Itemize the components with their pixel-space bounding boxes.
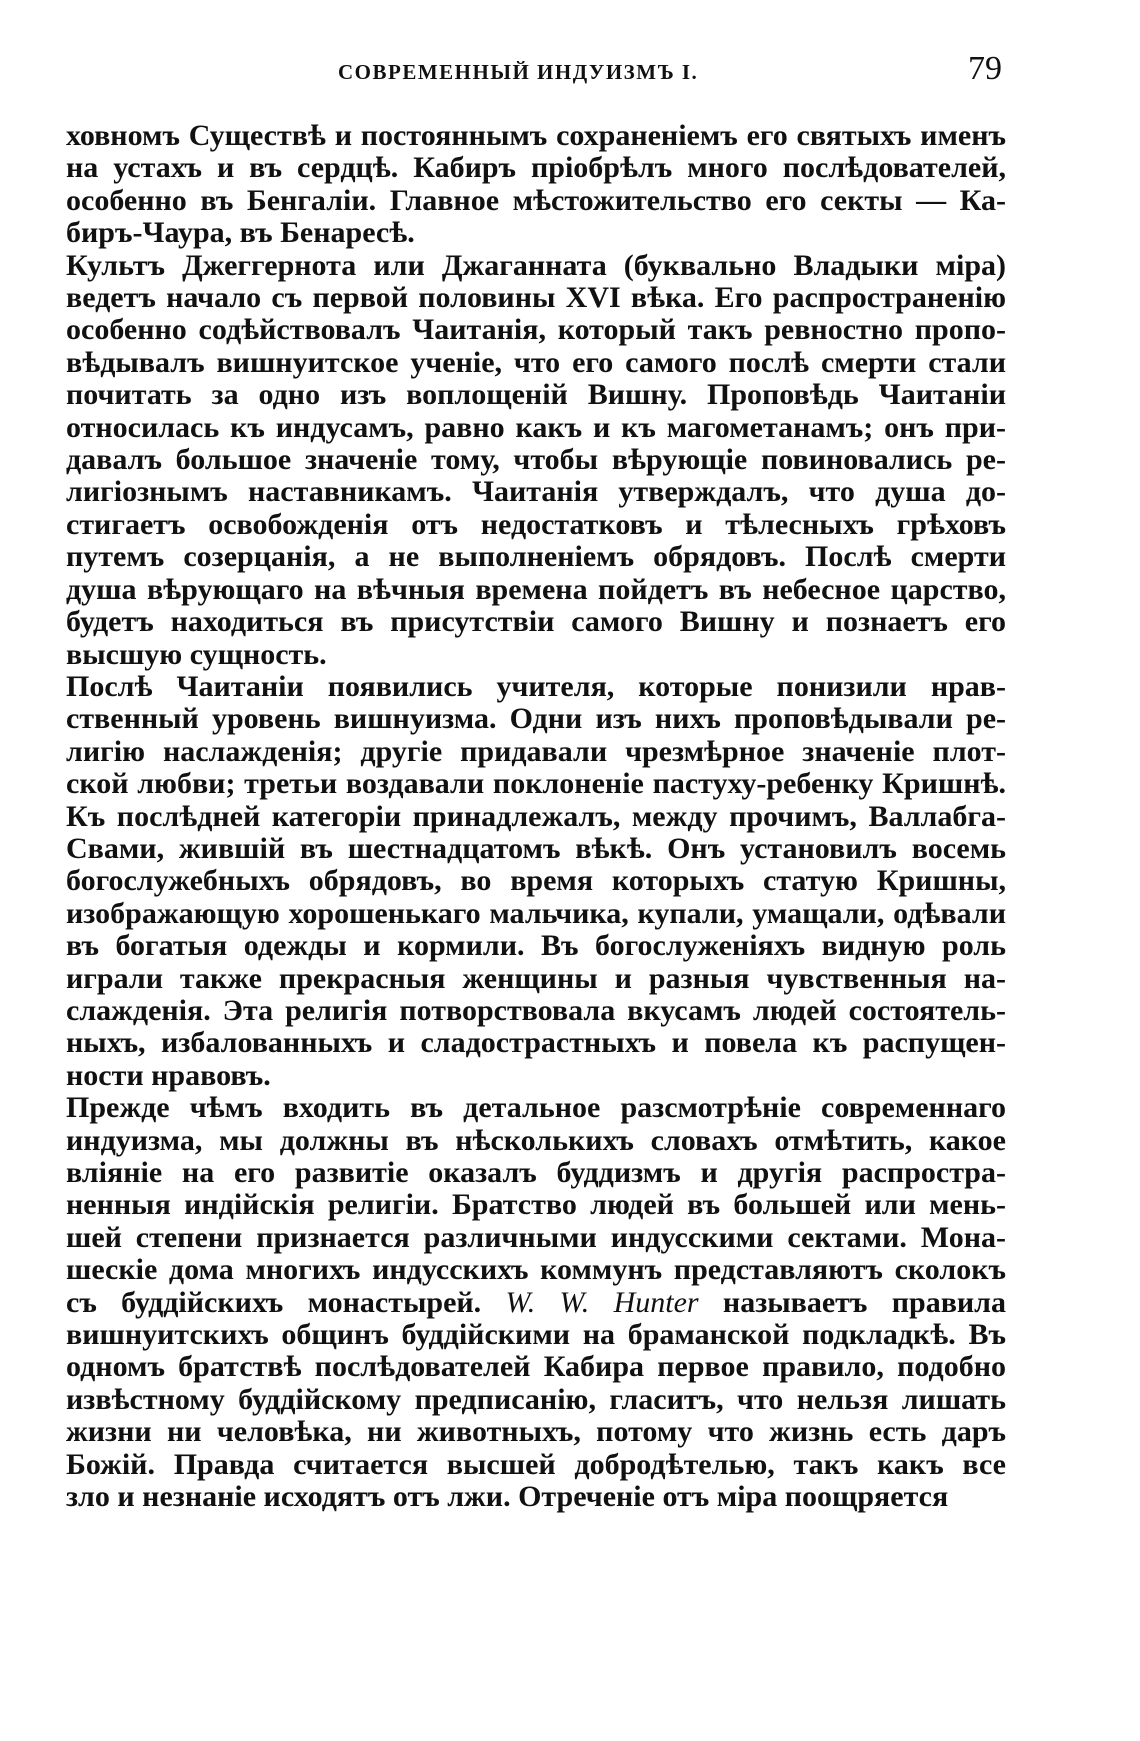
text-line: почитать за одно изъ воплощеній Вишну. Проповѣдь Чаитаніи	[66, 378, 1006, 412]
text-line: особенно въ Бенгаліи. Главное мѣстожительство его секты — Ка-	[66, 183, 1006, 217]
paragraph-container	[66, 120, 1006, 1513]
text-line: индуизма, мы должны въ нѣсколькихъ словахъ отмѣтить, какое	[66, 1123, 1006, 1157]
text-line: слажденія. Эта религія потворствовала вкусамъ людей состоятель-	[66, 993, 1006, 1027]
text-line: Послѣ Чаитаніи появились учителя, которые понизили нрав-	[66, 669, 1006, 703]
text-line: зло и незнаніе исходятъ отъ лжи. Отреченіе отъ міра поощряется	[66, 1480, 949, 1514]
text-line: относилась къ индусамъ, равно какъ и къ магометанамъ; онъ при-	[66, 410, 1006, 444]
text-line: высшую сущность.	[66, 637, 327, 671]
text-line: шескіе дома многихъ индусскихъ коммунъ представляютъ сколокъ	[66, 1253, 1006, 1287]
text-line: лигіознымъ наставникамъ. Чаитанія утверждалъ, что душа до-	[66, 475, 1006, 509]
text-line: жизни ни человѣка, ни животныхъ, потому что жизнь есть даръ	[66, 1415, 1006, 1449]
text-line: ныхъ, избалованныхъ и сладострастныхъ и повела къ распущен-	[66, 1026, 1006, 1060]
text-line: ховномъ Существѣ и постояннымъ сохраненіемъ его святыхъ именъ	[66, 119, 1006, 152]
paragraph	[66, 250, 1006, 671]
text-line: шей степени признается различными индусскими сектами. Мона-	[66, 1220, 1006, 1254]
text-line: вѣдывалъ вишнуитское ученіе, что его самого послѣ смерти стали	[66, 345, 1006, 379]
text-line: Прежде чѣмъ входить въ детальное разсмотрѣніе современнаго	[66, 1091, 1006, 1125]
text-line: ской любви; третьи воздавали поклоненіе пастуху-ребенку Кришнѣ.	[66, 767, 1006, 801]
body-text	[66, 120, 1006, 1513]
text-line: играли также прекрасныя женщины и разныя чувственныя на-	[66, 961, 1006, 995]
text-line: ненныя индійскія религіи. Братство людей въ большей или мень-	[66, 1188, 1006, 1222]
text-line: стигаетъ освобожденія отъ недостатковъ и тѣлесныхъ грѣховъ	[66, 507, 1006, 541]
text-line: душа вѣрующаго на вѣчныя времена пойдетъ въ небесное царство,	[66, 572, 1006, 606]
running-title: СОВРЕМЕННЫЙ ИНДУИЗМЪ I.	[338, 60, 699, 84]
text-line: давалъ большое значеніе тому, чтобы вѣрующіе повиновались ре-	[66, 443, 1006, 477]
paragraph	[66, 120, 1006, 250]
text-line: Къ послѣдней категоріи принадлежалъ, между прочимъ, Валлабга-	[66, 799, 1006, 833]
text-line: ности нравовъ.	[66, 1058, 271, 1092]
text-line: особенно содѣйствовалъ Чаитанія, который такъ ревностно пропо-	[66, 313, 1006, 347]
text-line: извѣстному буддійскому предписанію, гласитъ, что нельзя лишать	[66, 1382, 1006, 1416]
page-number: 79	[968, 50, 1002, 87]
paragraph	[66, 671, 1006, 1092]
text-line: ственный уровень вишнуизма. Одни изъ нихъ проповѣдывали ре-	[66, 702, 1006, 736]
text-line: лигію наслажденія; другіе придавали чрезмѣрное значеніе плот-	[66, 734, 1006, 768]
text-line: въ богатыя одежды и кормили. Въ богослуженіяхъ видную роль	[66, 929, 1006, 963]
text-line: богослужебныхъ обрядовъ, во время которыхъ статую Кришны,	[66, 864, 1006, 898]
author-name: W. W. Hunter	[505, 1285, 699, 1319]
text-line: биръ-Чаура, въ Бенаресѣ.	[66, 216, 415, 250]
text-line: путемъ созерцанія, а не выполненіемъ обрядовъ. Послѣ смерти	[66, 540, 1006, 574]
text-line: будетъ находиться въ присутствіи самого Вишну и познаетъ его	[66, 605, 1006, 639]
text-line: Божій. Правда считается высшей добродѣтелью, такъ какъ все	[66, 1447, 1006, 1481]
paragraph	[66, 1092, 1006, 1513]
text-line: одномъ братствѣ послѣдователей Кабира первое правило, подобно	[66, 1350, 1006, 1384]
text-line: изображающую хорошенькаго мальчика, купали, умащали, одѣвали	[66, 896, 1006, 930]
text-line: съ буддійскихъ монастырей. W. W. Hunter называетъ правила	[66, 1285, 1007, 1319]
text-line: на устахъ и въ сердцѣ. Кабиръ пріобрѣлъ много послѣдователей,	[66, 151, 1006, 185]
text-line: Свами, жившій въ шестнадцатомъ вѣкѣ. Онъ установилъ восемь	[66, 831, 1006, 865]
text-line: вліяніе на его развитіе оказалъ буддизмъ и другія распростра-	[66, 1156, 1006, 1189]
text-line: вишнуитскихъ общинъ буддійскими на браманской подкладкѣ. Въ	[66, 1318, 1006, 1352]
text-line: Культъ Джеггернота или Джаганната (буквально Владыки міра)	[66, 248, 1006, 282]
text-line: ведетъ начало съ первой половины XVI вѣка. Его распространенію	[66, 281, 1006, 315]
